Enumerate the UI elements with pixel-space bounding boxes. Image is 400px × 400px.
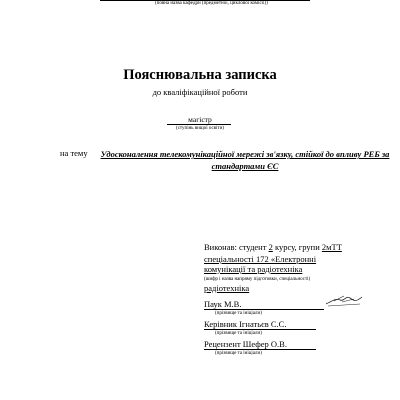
theme-text: Удосконалення телекомунікаційної мережі зв'язку, стійкої до впливу РЕБ за стандартами ЄС (100, 149, 390, 171)
document-title: Пояснювальна записка (123, 67, 277, 83)
performer-course-word: курсу, групи (272, 242, 322, 252)
student-name: Паук М.В. (204, 299, 242, 309)
degree-underline (167, 124, 231, 125)
reviewer-underline (204, 349, 316, 350)
handwritten-signature (324, 292, 364, 308)
reviewer-name: Рецензент Шефер О.В. (204, 339, 287, 349)
specialty-text: спеціальності 172 «Електронні комунікації та радіотехніка (204, 254, 317, 274)
performer-group: 2мТТ (321, 242, 342, 252)
student-underline (204, 309, 324, 310)
supervisor-underline (204, 329, 316, 330)
degree-note: (ступінь вищої освіти) (176, 126, 224, 131)
performer-line (204, 242, 342, 252)
specialty-note: (шифр і назва напряму підготовки, спеціальності) (204, 277, 311, 282)
degree-value: магістр (188, 115, 212, 124)
department-note: (повна назва кафедри (предметної, циклової комісії)) (155, 1, 268, 6)
specialty-tail: радіотехніка (204, 283, 250, 293)
performer-course: 2 (268, 242, 273, 252)
theme-label: на тему (60, 148, 88, 158)
performer-prefix: Виконав: студент (204, 242, 269, 252)
student-note: (прізвище та ініціали) (215, 311, 262, 316)
supervisor-note: (прізвище та ініціали) (215, 331, 262, 336)
document-subtitle: до кваліфікаційної роботи (152, 87, 248, 97)
supervisor-name: Керівник Ігнатьєв С.С. (204, 319, 287, 329)
reviewer-note: (прізвище та ініціали) (215, 351, 262, 356)
